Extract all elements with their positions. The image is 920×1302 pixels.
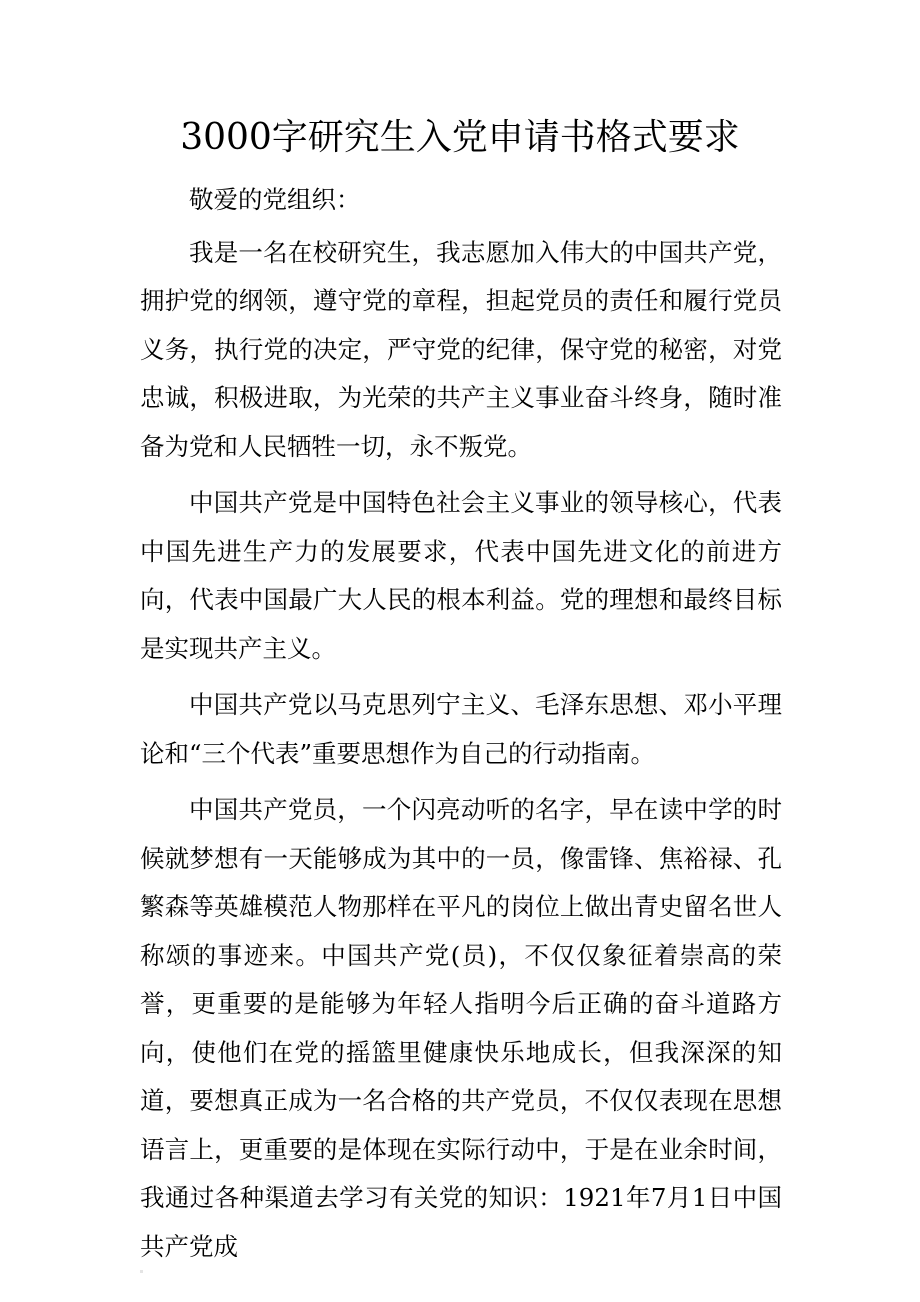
page-artifact <box>140 1270 143 1273</box>
greeting-line: 敬爱的党组织： <box>189 185 361 214</box>
document-body <box>140 176 782 1279</box>
document-title: 3000字研究生入党申请书格式要求 <box>180 117 740 158</box>
paragraph-application-statement: 我是一名在校研究生，我志愿加入伟大的中国共产党，拥护党的纲领，遵守党的章程，担起党员的责任和履行党员义务，执行党的决定，严守党的纪律，保守党的秘密，对党忠诚，积极进取，为光荣的共产主义事业奋斗终身，随时准备为党和人民牺牲一切，永不叛党。 <box>140 237 782 461</box>
paragraph-personal-aspiration: 中国共产党员，一个闪亮动听的名字，早在读中学的时候就梦想有一天能够成为其中的一员，像雷锋、焦裕禄、孔繁森等英雄模范人物那样在平凡的岗位上做出青史留名世人称颂的事迹来。中国共产党(员)，不仅仅象征着崇高的荣誉，更重要的是能够为年轻人指明今后正确的奋斗道路方向，使他们在党的摇篮里健康快乐地成长，但我深深的知道，要想真正成为一名合格的共产党员，不仅仅表现在思想语言上，更重要的是体现在实际行动中，于是在业余时间，我通过各种渠道去学习有关党的知识：1921年7月1日中国共产党成 <box>140 795 782 1261</box>
paragraph-party-core: 中国共产党是中国特色社会主义事业的领导核心，代表中国先进生产力的发展要求，代表中国先进文化的前进方向，代表中国最广大人民的根本利益。党的理想和最终目标是实现共产主义。 <box>140 488 782 663</box>
paragraph-guiding-ideology: 中国共产党以马克思列宁主义、毛泽东思想、邓小平理论和“三个代表”重要思想作为自己的行动指南。 <box>140 690 782 768</box>
